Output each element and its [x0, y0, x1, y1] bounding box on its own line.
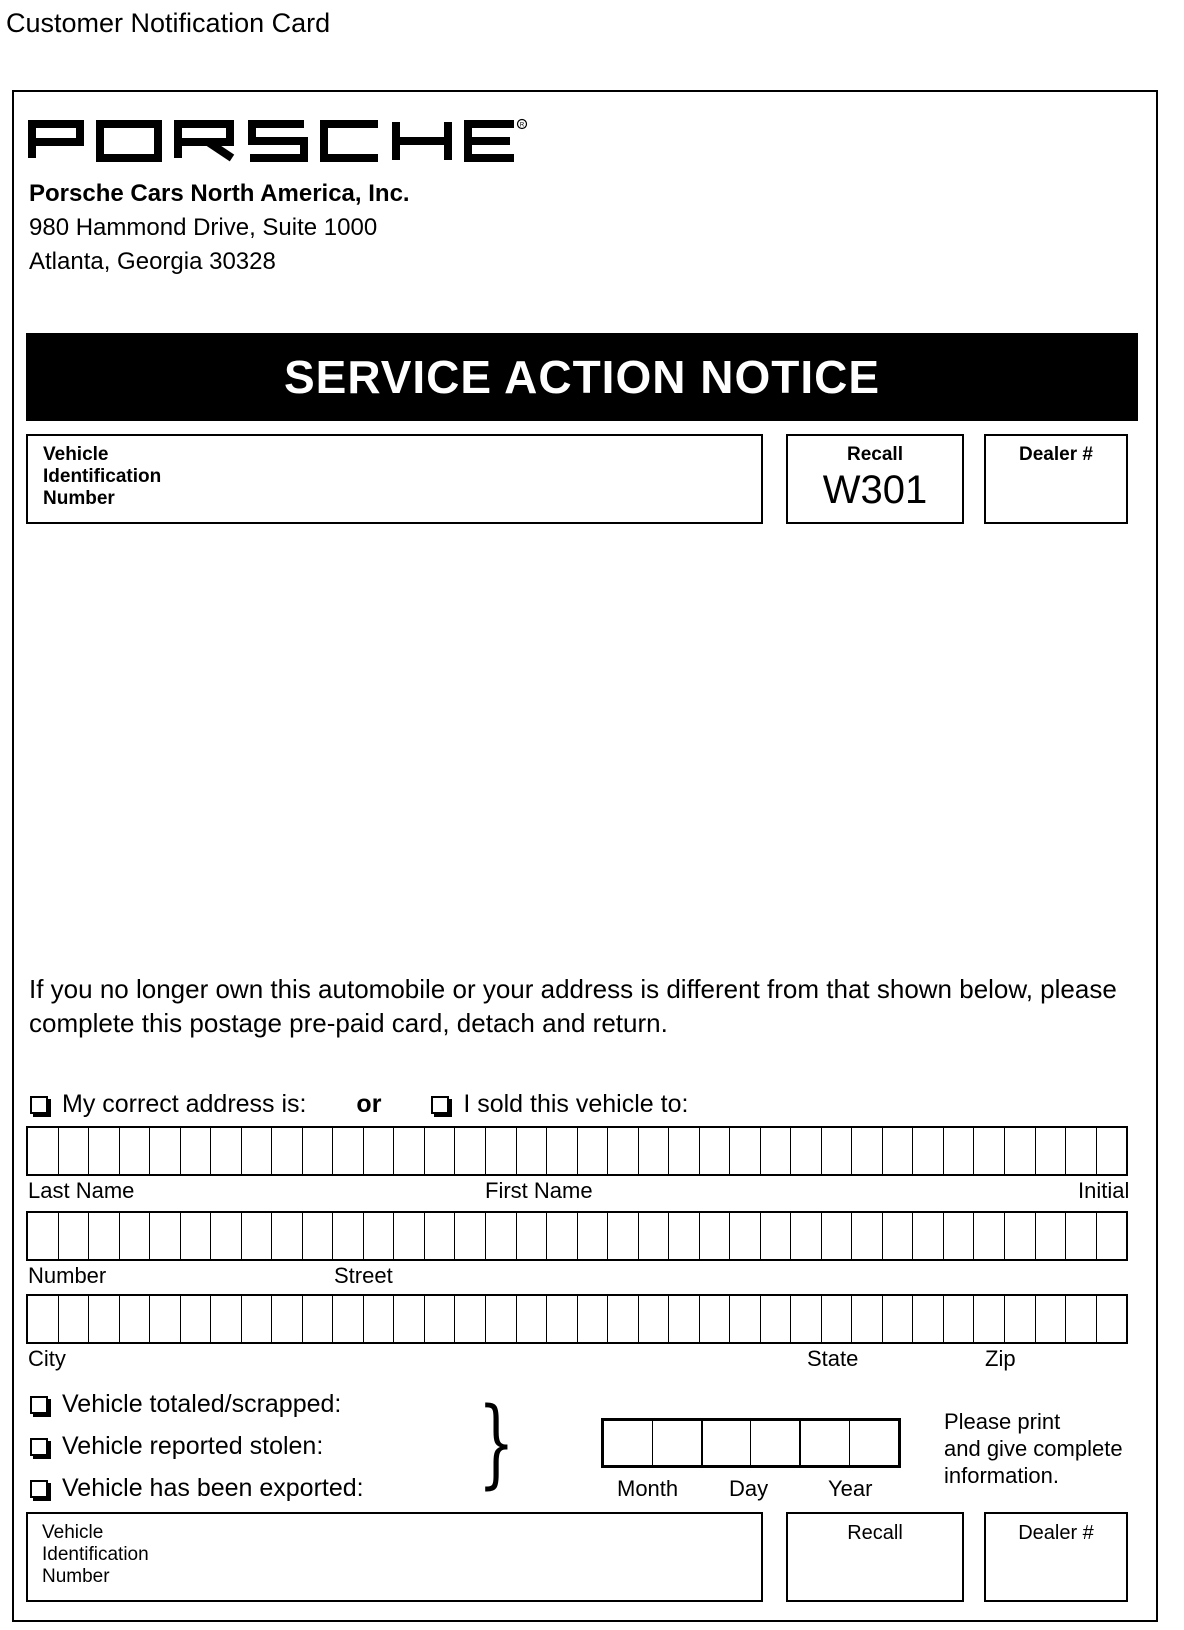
city-input-grid[interactable]	[26, 1294, 1128, 1344]
print-note-line2: and give complete	[944, 1436, 1123, 1461]
exported-label: Vehicle has been exported:	[62, 1474, 364, 1502]
sold-vehicle-checkbox[interactable]	[431, 1096, 449, 1114]
vin-bottom-label-line3: Number	[42, 1566, 110, 1587]
first-name-label: First Name	[485, 1178, 593, 1203]
vin-bottom-label-line2: Identification	[42, 1544, 149, 1565]
instruction-text: If you no longer own this automobile or your address is different from that shown below, please complete this postage pre-paid card, detach and return.	[29, 974, 1117, 1038]
stolen-checkbox[interactable]	[30, 1438, 48, 1456]
totaled-option	[30, 1390, 341, 1419]
recall-box-bottom	[786, 1512, 964, 1602]
dealer-box-bottom	[984, 1512, 1128, 1602]
totaled-checkbox[interactable]	[30, 1396, 48, 1414]
exported-checkbox[interactable]	[30, 1480, 48, 1498]
print-note-line1: Please print	[944, 1409, 1061, 1434]
street-input-grid[interactable]	[26, 1211, 1128, 1261]
street-label: Street	[334, 1263, 393, 1288]
city-label: City	[28, 1346, 66, 1371]
vin-label-line3: Number	[43, 488, 115, 509]
number-label: Number	[28, 1263, 107, 1288]
vin-bottom-label-line1: Vehicle	[42, 1522, 104, 1543]
vin-label-line2: Identification	[43, 466, 162, 487]
totaled-label: Vehicle totaled/scrapped:	[62, 1390, 342, 1418]
svg-text:R: R	[519, 122, 525, 129]
company-address-line2: Atlanta, Georgia 30328	[29, 248, 276, 275]
or-label: or	[356, 1090, 382, 1118]
zip-label: Zip	[985, 1346, 1016, 1371]
recall-value: W301	[822, 468, 928, 512]
dealer-bottom-label: Dealer #	[1018, 1522, 1094, 1544]
vin-box-top	[26, 434, 763, 524]
print-note	[944, 1408, 1123, 1489]
company-name: Porsche Cars North America, Inc.	[29, 180, 410, 207]
day-label: Day	[729, 1476, 769, 1501]
recall-label: Recall	[847, 444, 903, 465]
brace-symbol: }	[478, 1387, 515, 1499]
dealer-label: Dealer #	[1019, 444, 1093, 465]
correct-address-checkbox[interactable]	[30, 1096, 48, 1114]
print-note-line3: information.	[944, 1463, 1059, 1488]
dealer-box-top	[984, 434, 1128, 524]
stolen-option	[30, 1432, 323, 1461]
address-choice-row	[30, 1090, 688, 1119]
month-label: Month	[617, 1476, 679, 1501]
stolen-label: Vehicle reported stolen:	[62, 1432, 324, 1460]
date-input-grid[interactable]	[601, 1418, 901, 1468]
name-input-grid[interactable]	[26, 1126, 1128, 1176]
recall-box-top	[786, 434, 964, 524]
porsche-logo	[28, 118, 528, 162]
year-label: Year	[828, 1476, 873, 1501]
recall-bottom-label: Recall	[847, 1522, 903, 1544]
state-label: State	[807, 1346, 859, 1371]
company-address-line1: 980 Hammond Drive, Suite 1000	[29, 214, 378, 241]
exported-option	[30, 1474, 364, 1503]
sold-vehicle-label: I sold this vehicle to:	[463, 1090, 689, 1118]
correct-address-label: My correct address is:	[62, 1090, 307, 1118]
initial-label: Initial	[1078, 1178, 1130, 1203]
vin-label-line1: Vehicle	[43, 444, 109, 465]
service-action-banner: SERVICE ACTION NOTICE	[26, 333, 1138, 421]
vin-box-bottom	[26, 1512, 763, 1602]
document-title: Customer Notification Card	[6, 8, 331, 38]
last-name-label: Last Name	[28, 1178, 135, 1203]
